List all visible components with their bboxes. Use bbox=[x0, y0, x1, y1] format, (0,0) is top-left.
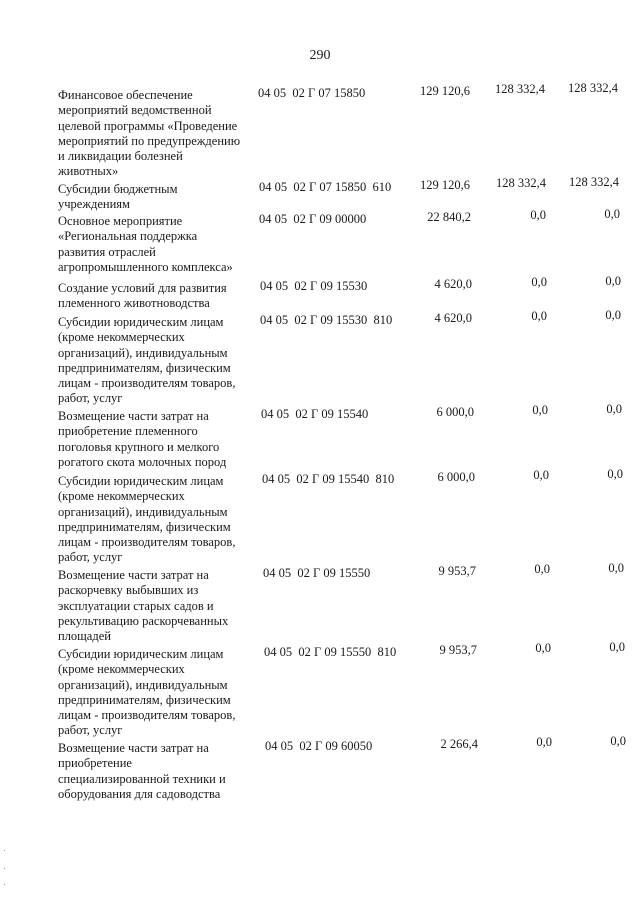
row-value-1: 9 953,7 bbox=[439, 643, 477, 657]
row-description: Основное мероприятие «Региональная поддержка развития отраслей агропромышленного комплекса» bbox=[58, 214, 233, 274]
row-value-1: 9 953,7 bbox=[438, 564, 476, 578]
row-description: Возмещение части затрат на раскорчевку выбывших из эксплуатации старых садов и рекультивацию раскорчеванных площадей bbox=[58, 568, 229, 644]
page-number: 290 bbox=[309, 48, 331, 63]
scan-speck bbox=[4, 884, 5, 885]
row-description: Субсидии бюджетным учреждениям bbox=[58, 182, 178, 212]
row-value-2: 0,0 bbox=[535, 641, 551, 655]
row-code: 04 05 02 Г 09 60050 bbox=[265, 739, 373, 753]
row-value-3: 128 332,4 bbox=[568, 81, 618, 95]
row-value-1: 4 620,0 bbox=[434, 277, 472, 291]
row-value-2: 128 332,4 bbox=[495, 82, 545, 96]
row-code: 04 05 02 Г 09 00000 bbox=[259, 212, 367, 226]
row-value-3: 0,0 bbox=[605, 274, 621, 288]
row-value-3: 128 332,4 bbox=[569, 175, 619, 189]
row-value-1: 2 266,4 bbox=[440, 737, 478, 751]
row-description: Субсидии юридическим лицам (кроме некоммерческих организаций), индивидуальным предпринимателям, физическим лицам - производителям товаров, работ, услуг bbox=[58, 474, 236, 565]
row-code: 04 05 02 Г 09 15540 bbox=[261, 407, 369, 421]
row-value-2: 0,0 bbox=[531, 275, 547, 289]
scan-speck bbox=[4, 850, 5, 851]
row-code: 04 05 02 Г 09 15530 bbox=[260, 279, 368, 293]
scan-speck bbox=[4, 868, 5, 869]
row-value-1: 129 120,6 bbox=[420, 178, 470, 192]
row-value-1: 4 620,0 bbox=[434, 311, 472, 325]
row-value-1: 6 000,0 bbox=[437, 470, 475, 484]
row-value-1: 129 120,6 bbox=[420, 84, 470, 98]
row-description: Субсидии юридическим лицам (кроме некоммерческих организаций), индивидуальным предпринимателям, физическим лицам - производителям товаров, работ, услуг bbox=[58, 647, 236, 738]
row-value-2: 0,0 bbox=[532, 403, 548, 417]
row-value-1: 6 000,0 bbox=[436, 405, 474, 419]
row-value-3: 0,0 bbox=[605, 308, 621, 322]
row-value-2: 0,0 bbox=[534, 562, 550, 576]
row-code: 04 05 02 Г 09 15550 bbox=[263, 566, 371, 580]
row-value-2: 0,0 bbox=[533, 468, 549, 482]
row-value-1: 22 840,2 bbox=[427, 210, 471, 224]
row-value-3: 0,0 bbox=[609, 640, 625, 654]
row-description: Создание условий для развития племенного животноводства bbox=[58, 281, 227, 311]
row-code: 04 05 02 Г 07 15850 610 bbox=[259, 180, 392, 194]
row-value-3: 0,0 bbox=[608, 561, 624, 575]
row-code: 04 05 02 Г 09 15550 810 bbox=[264, 645, 397, 659]
row-code: 04 05 02 Г 07 15850 bbox=[258, 86, 366, 100]
row-value-3: 0,0 bbox=[610, 734, 626, 748]
row-value-2: 0,0 bbox=[530, 208, 546, 222]
row-description: Возмещение части затрат на приобретение племенного поголовья крупного и мелкого рогатого скота молочных пород bbox=[58, 409, 227, 469]
row-value-2: 0,0 bbox=[536, 735, 552, 749]
row-value-2: 128 332,4 bbox=[496, 176, 546, 190]
row-value-3: 0,0 bbox=[607, 467, 623, 481]
row-value-3: 0,0 bbox=[606, 402, 622, 416]
row-description: Возмещение части затрат на приобретение специализированной техники и оборудования для садоводства bbox=[58, 741, 226, 801]
row-code: 04 05 02 Г 09 15530 810 bbox=[260, 313, 393, 327]
row-description: Субсидии юридическим лицам (кроме некоммерческих организаций), индивидуальным предпринимателям, физическим лицам - производителям товаров, работ, услуг bbox=[58, 315, 236, 406]
row-value-2: 0,0 bbox=[531, 309, 547, 323]
row-description: Финансовое обеспечение мероприятий ведомственной целевой программы «Проведение мероприятий по предупреждению и ликвидации болезней животных» bbox=[58, 88, 241, 179]
row-value-3: 0,0 bbox=[604, 207, 620, 221]
row-code: 04 05 02 Г 09 15540 810 bbox=[262, 472, 395, 486]
